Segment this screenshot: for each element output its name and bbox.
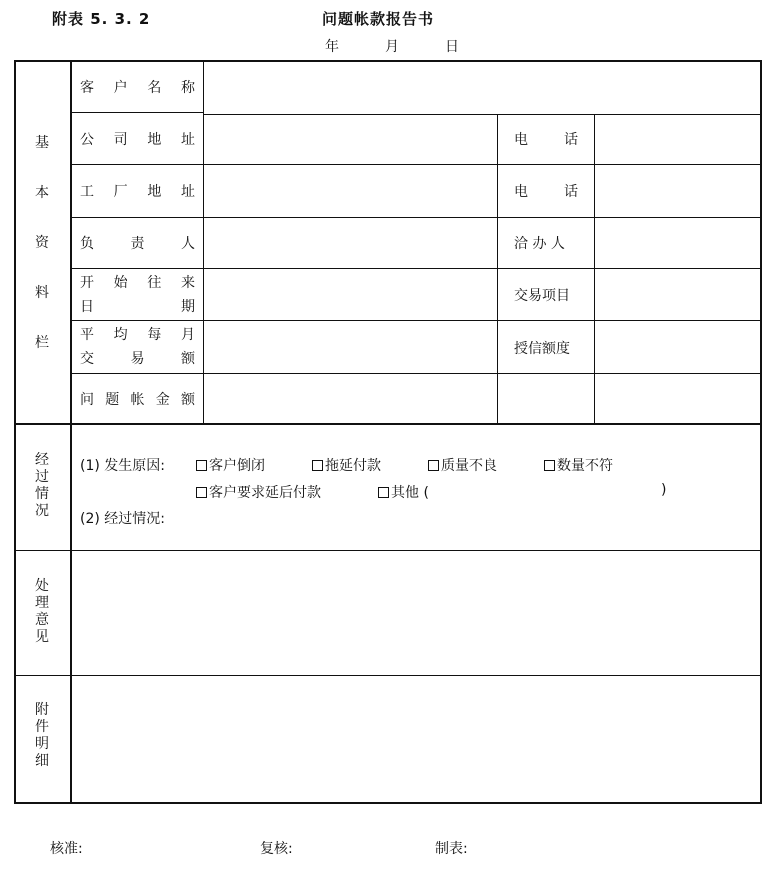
section-divider [14, 675, 762, 676]
attachment-text-field[interactable] [72, 677, 760, 801]
company-address-field[interactable] [204, 115, 496, 163]
factory-address-field[interactable] [204, 165, 496, 216]
problem-amount-field[interactable] [204, 374, 496, 422]
contact-person-field[interactable] [595, 218, 760, 267]
start-date-label: 开 始 往 来 日 期 [80, 275, 195, 315]
option-other[interactable]: 其他 ( [378, 482, 429, 502]
person-in-charge-label: 负 责 人 [80, 236, 195, 252]
contact-person-label: 洽 办 人 [514, 236, 565, 252]
person-in-charge-field[interactable] [204, 218, 496, 267]
problem-amount-label: 问 题 帐 金 额 [80, 391, 195, 408]
other-close-paren: ) [661, 482, 667, 498]
company-address-label: 公 司 地 址 [80, 132, 195, 148]
trade-item-field[interactable] [595, 269, 760, 319]
avg-monthly-label: 平 均 每 月 交 易 额 [80, 327, 195, 367]
attachment-number: 附表 5. 3. 2 [52, 10, 151, 28]
opinion-section-label: 处 理 意 见 [35, 578, 49, 645]
credit-limit-field[interactable] [595, 321, 760, 372]
customer-name-field[interactable] [204, 62, 760, 112]
date-month: 月 [385, 39, 399, 55]
checkbox-icon[interactable] [196, 487, 207, 498]
checkbox-icon[interactable] [378, 487, 389, 498]
avg-monthly-field[interactable] [204, 321, 496, 372]
trade-item-label: 交易项目 [514, 288, 570, 304]
blank-cell [498, 374, 593, 422]
date-day: 日 [445, 39, 459, 55]
reason-label: (1) 发生原因: [80, 458, 165, 474]
factory-address-label: 工 厂 地 址 [80, 184, 195, 200]
option-request-delay[interactable]: 客户要求延后付款 [196, 482, 321, 502]
phone-field-1[interactable] [595, 115, 760, 163]
checkbox-icon[interactable] [428, 460, 439, 471]
checkbox-icon[interactable] [312, 460, 323, 471]
section-divider [14, 423, 762, 425]
approve-label: 核准: [50, 841, 83, 857]
option-quality[interactable]: 质量不良 [428, 455, 497, 475]
attachment-section-label: 附 件 明 细 [35, 702, 49, 769]
phone-label-2: 电 话 [514, 184, 578, 200]
process-text-field[interactable] [72, 528, 760, 548]
basic-section-label: 基 本 资 料 栏 [35, 135, 49, 351]
process-section-label: 经 过 情 况 [35, 452, 49, 519]
option-bankrupt[interactable]: 客户倒闭 [196, 455, 265, 475]
option-delay[interactable]: 拖延付款 [312, 455, 381, 475]
prepare-label: 制表: [435, 841, 468, 857]
credit-limit-label: 授信额度 [514, 340, 570, 357]
section-divider [14, 550, 762, 551]
phone-field-2[interactable] [595, 165, 760, 216]
blank-cell [595, 374, 760, 422]
process-label: (2) 经过情况: [80, 511, 165, 527]
checkbox-icon[interactable] [544, 460, 555, 471]
review-label: 复核: [260, 841, 293, 857]
phone-label-1: 电 话 [514, 132, 578, 148]
customer-name-label: 客 户 名 称 [80, 80, 195, 96]
opinion-text-field[interactable] [72, 552, 760, 673]
grid-line [72, 112, 203, 113]
form-title: 问题帐款报告书 [322, 10, 435, 28]
checkbox-icon[interactable] [196, 460, 207, 471]
date-line [325, 36, 459, 56]
start-date-field[interactable] [204, 269, 496, 319]
option-quantity[interactable]: 数量不符 [544, 455, 613, 475]
date-year: 年 [325, 39, 339, 55]
